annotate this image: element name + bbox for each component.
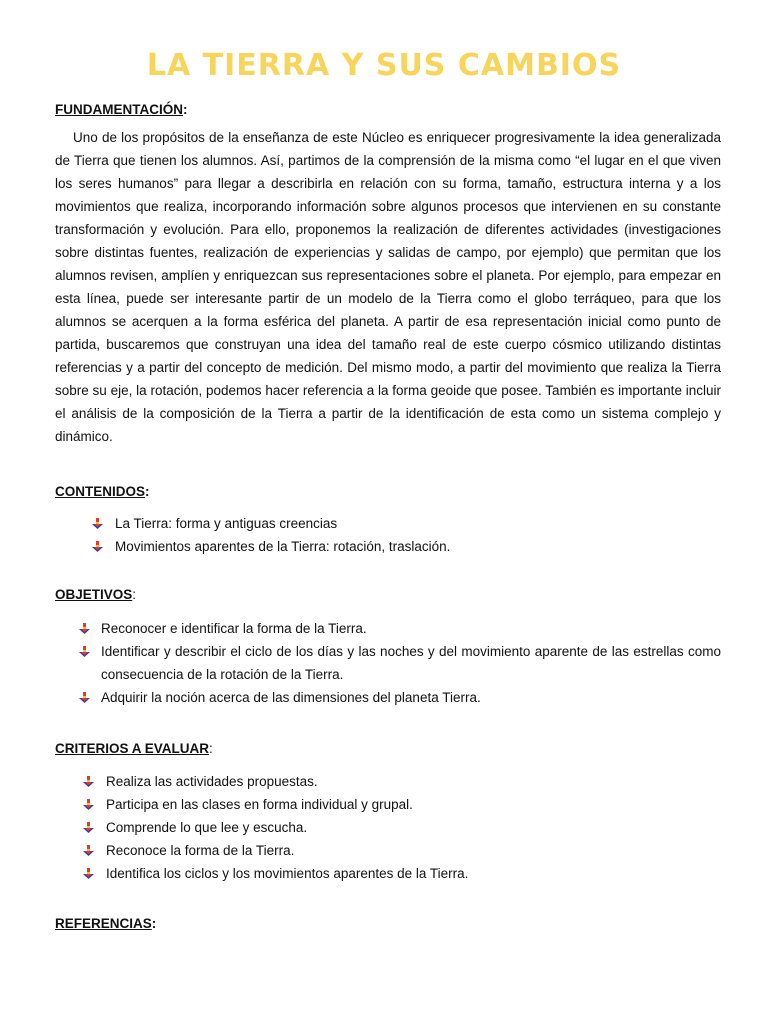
contenidos-list xyxy=(115,512,715,558)
heading-referencias-suffix: : xyxy=(151,916,157,931)
heading-criterios-label: CRITERIOS A EVALUAR xyxy=(55,741,210,756)
arrow-down-bullet-icon xyxy=(79,623,90,634)
heading-criterios-suffix: : xyxy=(209,741,213,756)
list-item-text: Realiza las actividades propuestas. xyxy=(106,774,318,789)
list-item xyxy=(101,686,721,709)
heading-fundamentacion xyxy=(55,102,188,117)
list-item-text: Reconoce la forma de la Tierra. xyxy=(106,843,295,858)
arrow-down-bullet-icon xyxy=(83,845,94,856)
list-item-text: La Tierra: forma y antiguas creencias xyxy=(115,516,338,531)
list-item xyxy=(106,770,716,793)
list-item-text: Comprende lo que lee y escucha. xyxy=(106,820,308,835)
arrow-down-bullet-icon xyxy=(83,799,94,810)
arrow-down-bullet-icon xyxy=(83,822,94,833)
list-item xyxy=(101,640,721,686)
arrow-down-bullet-icon xyxy=(92,518,103,529)
list-item-text: Participa en las clases en forma individual y grupal. xyxy=(106,797,413,812)
arrow-down-bullet-icon xyxy=(83,776,94,787)
heading-fundamentacion-suffix: : xyxy=(183,102,188,117)
list-item xyxy=(115,535,715,558)
heading-contenidos-label: CONTENIDOS xyxy=(55,484,146,499)
arrow-down-bullet-icon xyxy=(79,692,90,703)
heading-objetivos-label: OBJETIVOS xyxy=(55,587,133,602)
list-item-text: Adquirir la noción acerca de las dimensiones del planeta Tierra. xyxy=(101,690,481,705)
list-item xyxy=(106,816,716,839)
heading-objetivos xyxy=(55,587,136,602)
criterios-list xyxy=(106,770,716,885)
heading-objetivos-suffix: : xyxy=(132,587,137,602)
arrow-down-bullet-icon xyxy=(79,646,90,657)
heading-contenidos xyxy=(55,484,150,499)
fundamentacion-paragraph: Uno de los propósitos de la enseñanza de este Núcleo es enriquecer progresivamente la idea generalizada de Tierra que tienen los alumnos. Así, partimos de la comprensión de la misma como “el lugar en el que viven los seres humanos” para llegar a describirla en relación con su forma, tamaño, estructura interna y a los movimientos que realiza, incorporando información sobre algunos procesos que intervienen en su constante transformación y evolución. Para ello, proponemos la realización de diferentes actividades (investigaciones sobre distintas fuentes, realización de experiencias y salidas de campo, por ejemplo) que permitan que los alumnos revisen, amplíen y enriquezcan sus representaciones sobre el planeta. Por ejemplo, para empezar en esta línea, puede ser interesante partir de un modelo de la Tierra como el globo terráqueo, para que los alumnos se acerquen a la forma esférica del planeta. A partir de esa representación inicial como punto de partida, buscaremos que construyan una idea del tamaño real de este cuerpo cósmico utilizando distintas referencias y a partir del concepto de medición. Del mismo modo, a partir del movimiento que realiza la Tierra sobre su eje, la rotación, podemos hacer referencia a la forma geoide que posee. También es importante incluir el análisis de la composición de la Tierra a partir de la identificación de esta como un sistema complejo y dinámico. xyxy=(55,130,721,444)
list-item-text: Identificar y describir el ciclo de los días y las noches y del movimiento aparente de las estrellas como consecuencia de la rotación de la Tierra. xyxy=(101,644,721,682)
list-item xyxy=(101,617,721,640)
heading-criterios xyxy=(55,741,213,756)
list-item xyxy=(106,862,716,885)
objetivos-list xyxy=(101,617,721,709)
arrow-down-bullet-icon xyxy=(92,541,103,552)
list-item xyxy=(106,839,716,862)
heading-fundamentacion-label: FUNDAMENTACIÓN xyxy=(55,102,183,117)
list-item xyxy=(106,793,716,816)
list-item-text: Identifica los ciclos y los movimientos aparentes de la Tierra. xyxy=(106,866,469,881)
heading-contenidos-suffix: : xyxy=(145,484,150,499)
list-item xyxy=(115,512,715,535)
heading-referencias xyxy=(55,916,156,931)
page-title: LA TIERRA Y SUS CAMBIOS xyxy=(146,48,622,83)
list-item-text: Movimientos aparentes de la Tierra: rotación, traslación. xyxy=(115,539,451,554)
heading-referencias-label: REFERENCIAS xyxy=(55,916,152,931)
arrow-down-bullet-icon xyxy=(83,868,94,879)
list-item-text: Reconocer e identificar la forma de la Tierra. xyxy=(101,621,367,636)
